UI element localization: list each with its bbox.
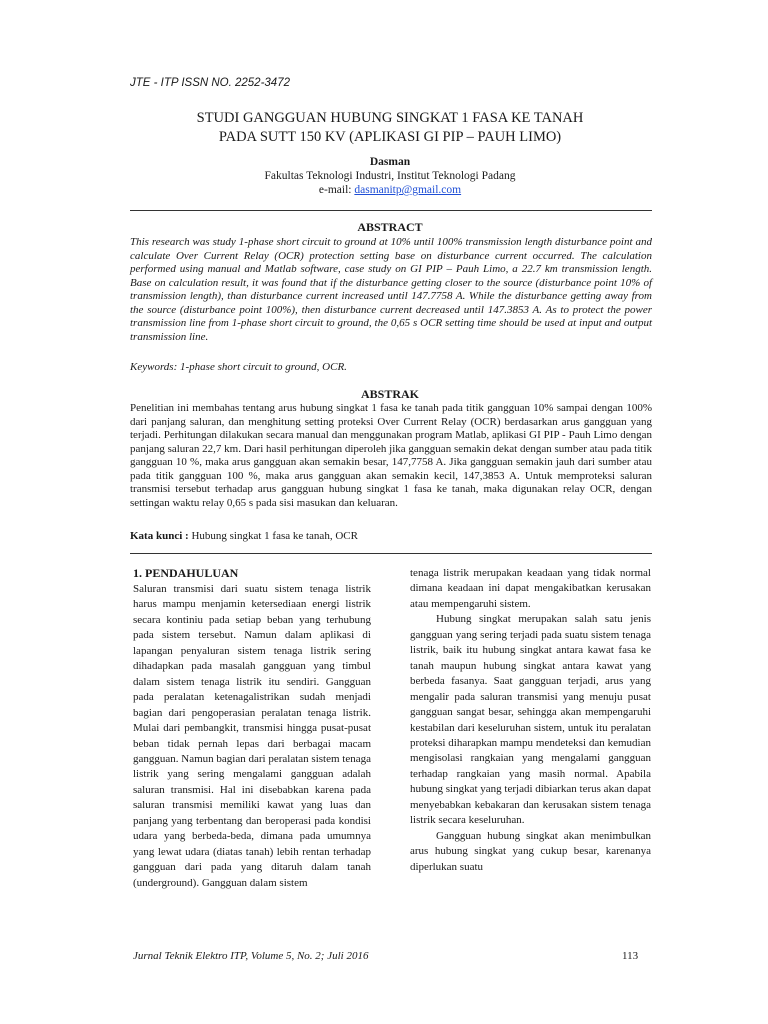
author-name: Dasman	[369, 156, 411, 168]
email-link[interactable]: dasmanitp@gmail.com	[354, 184, 462, 196]
author-affiliation: Fakultas Teknologi Industri, Institut Teknologi Padang	[264, 170, 516, 182]
email-label: e-mail:	[318, 184, 355, 196]
intro-paragraph-2: tenaga listrik merupakan keadaan yang tidak normal dimana keadaan ini dapat mengakibatkan kerusakan atau mempengaruhi sistem.	[410, 567, 651, 610]
kata-kunci-value: Hubung singkat 1 fasa ke tanah, OCR	[188, 530, 358, 542]
intro-paragraph-1: Saluran transmisi dari suatu sistem tenaga listrik harus mampu menjamin ketersediaan energi listrik secara kontiniu pada setiap beban yang terhubung pada sistem tersebut. Namun dalam aplikasi di lapangan penyaluran sistem tenaga listrik sering dihadapkan pada masalah gangguan yang timbul dalam sistem tenaga listrik itu sendiri. Gangguan pada peralatan ketenagalistrikan sudah menjadi bagian dari pengoperasian peralatan tenaga listrik. Mulai dari pembangkit, transmisi hingga pusat-pusat beban tidak pernah lepas dari berbagai macam gangguan. Namun bagian dari peralatan sistem tenaga listrik yang sering mengalami gangguan adalah saluran transmisi. Hal ini disebabkan karena pada saluran transmisi memiliki kawat yang luas dan panjang yang terbentang dan beroperasi pada kondisi udara yang berbeda-beda, dimana pada umumnya yang lewat udara (diatas tanah) lebih rentan terhadap gangguan dari pada yang ditaruh dalam tanah (underground). Gangguan dalam sistem	[133, 583, 371, 889]
abstract-text: This research was study 1-phase short circuit to ground at 10% until 100% transmission length disturbance point and calculate Over Current Relay (OCR) protection setting base on disturbance current occurred. The calculation performed using manual and Matlab software, case study on GI PIP – Pauh Limo, a 22.7 km transmission length. Base on calculation result, it was found that if the disturbance getting closer to the source (disturbance point 10% of transmission length), than disturbance current increased until 147.7758 A. While the disturbance getting away from the source (disturbance point 100%), then disturbance current decreased until 147.3853 A. As to protect the power transmission line from 1-phase short circuit to ground, the 0,65 s OCR setting time should be used at input and output transmission line.	[130, 236, 652, 343]
divider-top	[130, 210, 652, 211]
keywords: Keywords: 1-phase short circuit to ground, OCR.	[130, 361, 347, 373]
intro-paragraph-4: Gangguan hubung singkat akan menimbulkan arus hubung singkat yang cukup besar, karenanya diperlukan suatu	[410, 829, 651, 873]
right-column	[410, 566, 651, 875]
author-block	[130, 155, 650, 197]
abstrak-text: Penelitian ini membahas tentang arus hubung singkat 1 fasa ke tanah pada titik gangguan 10% sampai dengan 100% dari panjang saluran, dan menghitung setting proteksi Over Current Relay (OCR) berdasarkan arus gangguan yang terjadi. Perhitungan dilakukan secara manual dan menggunakan program Matlab, aplikasi GI PIP - Pauh Limo dengan panjang saluran 22,7 km. Dari hasil perhitungan diperoleh jika gangguan semakin dekat dengan sumber atau pada titik gangguan 10 %, maka arus gangguan akan semakin besar, 147,7758 A. Jika gangguan semakin jauh dari sumber atau pada titik gangguan 100 %, maka arus gangguan akan semakin kecil, 147,3853 A. Untuk memproteksi saluran transmisi tersebut terhadap arus gangguan hubung singkat 1 fasa ke tanah, maka digunakan relay OCR, dengan settingan waktu relay 0,65 s pada sisi masukan dan keluaran.	[130, 402, 652, 509]
title-line-2: PADA SUTT 150 KV (APLIKASI GI PIP – PAUH LIMO)	[218, 129, 562, 145]
page-number: 113	[622, 950, 639, 962]
kata-kunci	[130, 530, 652, 544]
abstrak-heading: ABSTRAK	[360, 387, 419, 401]
abstract-heading: ABSTRACT	[357, 220, 423, 234]
title-line-1: STUDI GANGGUAN HUBUNG SINGKAT 1 FASA KE TANAH	[196, 110, 584, 126]
left-column	[133, 582, 371, 891]
journal-header: JTE - ITP ISSN NO. 2252-3472	[130, 77, 290, 89]
footer-journal: Jurnal Teknik Elektro ITP, Volume 5, No. 2; Juli 2016	[133, 950, 369, 962]
kata-kunci-label: Kata kunci :	[130, 530, 189, 542]
divider-bottom	[130, 553, 652, 554]
paper-title	[130, 109, 650, 147]
intro-paragraph-3: Hubung singkat merupakan salah satu jenis gangguan yang sering terjadi pada suatu sistem tenaga listrik, baik itu hubung singkat antara kawat fasa ke tanah maupun hubung singkat antara kawat yang berbeda fasanya. Saat gangguan terjadi, arus yang mengalir pada saluran transmisi yang menuju pusat gangguan sangat besar, sehingga akan mempengaruhi kestabilan dari keseluruhan sistem, untuk itu peralatan proteksi diharapkan mampu mendeteksi dan kemudian mengisolasi rangkaian yang mengalami gangguan terhadap rangkaian yang masih normal. Apabila hubung singkat yang terjadi dibiarkan terus akan dapat menyebabkan kebakaran dan kerusakan sistem tenaga listrik secara keseluruhan.	[410, 613, 652, 827]
author-email-line	[130, 183, 650, 197]
section-1-heading: 1. PENDAHULUAN	[133, 566, 239, 580]
